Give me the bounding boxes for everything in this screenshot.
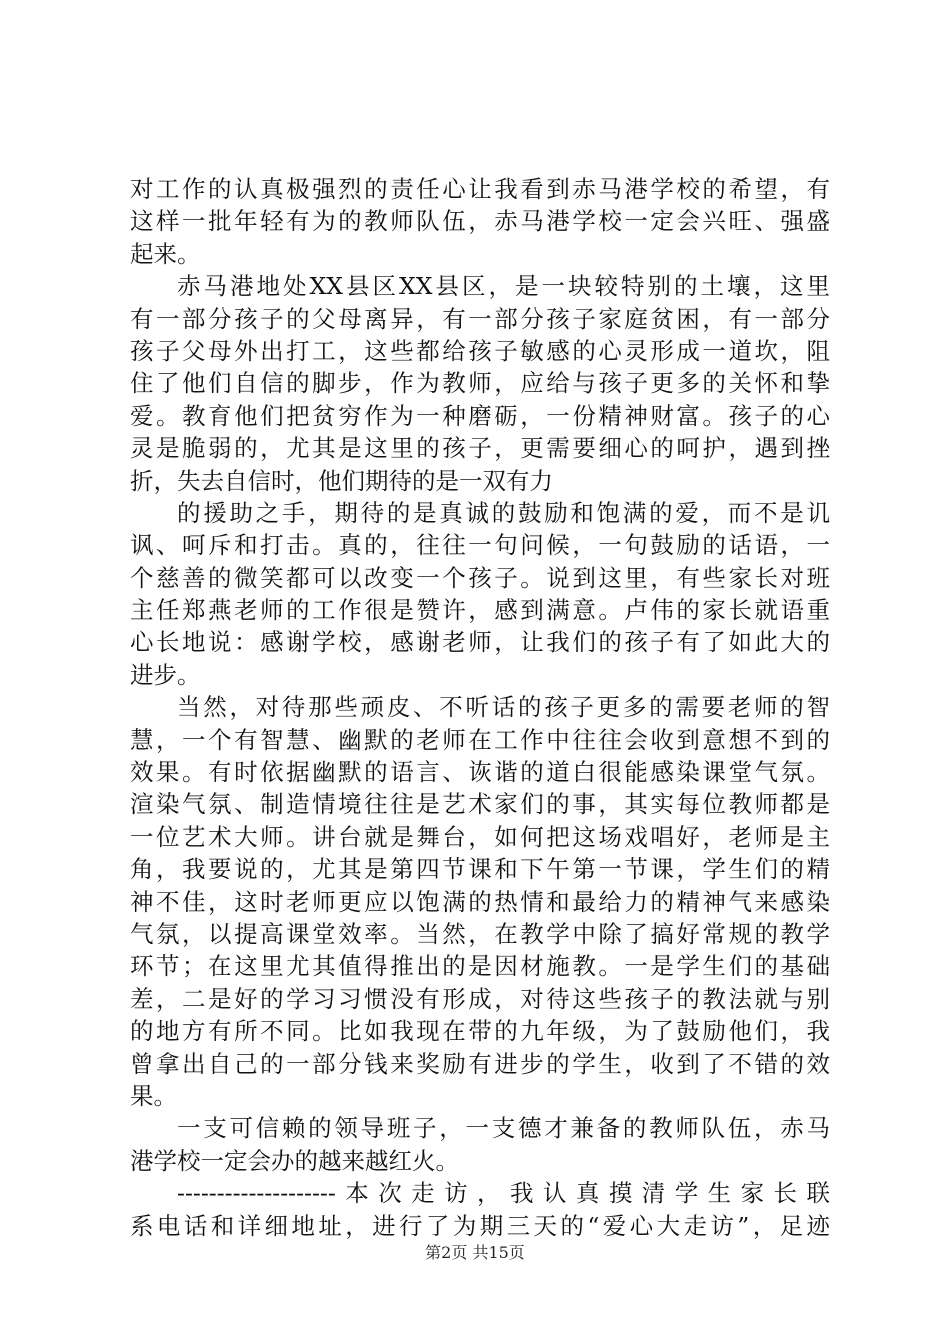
text-line: 一位艺术大师。讲台就是舞台，如何把这场戏唱好，老师是主	[130, 822, 830, 851]
text-line: 环节；在这里尤其值得推出的是因材施教。一是学生们的基础	[130, 952, 830, 981]
text-line: 对工作的认真极强烈的责任心让我看到赤马港学校的希望，有	[130, 175, 830, 203]
text-line: 进步。	[130, 660, 201, 689]
text-line: 讽、呵斥和打击。真的，往往一句问候，一句鼓励的话语，一	[130, 531, 830, 560]
text-line: 港学校一定会办的越来越红火。	[130, 1146, 459, 1175]
text-line: 系电话和详细地址，进行了为期三天的“爱心大走访”，足迹	[130, 1211, 830, 1240]
text-line: 这样一批年轻有为的教师队伍，赤马港学校一定会兴旺、强盛	[130, 207, 830, 236]
text-line: 当然，对待那些顽皮、不听话的孩子更多的需要老师的智	[177, 693, 830, 722]
page-footer: 第2页 共15页	[425, 1243, 525, 1262]
text-line: 角，我要说的，尤其是第四节课和下午第一节课，学生们的精	[130, 855, 830, 884]
text-line: 渲染气氛、制造情境往往是艺术家们的事，其实每位教师都是	[130, 790, 830, 819]
text-line: 个慈善的微笑都可以改变一个孩子。说到这里，有些家长对班	[130, 563, 830, 592]
text-line: 果。	[130, 1081, 177, 1110]
text-line: 一支可信赖的领导班子，一支德才兼备的教师队伍，赤马	[177, 1114, 830, 1143]
document-body	[130, 173, 830, 1242]
text-line: --------------------本次走访，我认真摸清学生家长联	[177, 1179, 830, 1208]
text-line: 主任郑燕老师的工作很是赞许，感到满意。卢伟的家长就语重	[130, 596, 830, 625]
text-line: 孩子父母外出打工，这些都给孩子敏感的心灵形成一道坎，阻	[130, 336, 830, 365]
text-line: 折，失去自信时，他们期待的是一双有力	[130, 466, 553, 495]
text-line: 神不佳，这时老师更应以饱满的热情和最给力的精神气来感染	[130, 887, 830, 916]
text-line: 赤马港地处XX县区XX县区，是一块较特别的土壤，这里	[177, 272, 830, 301]
text-line: 气氛，以提高课堂效率。当然，在教学中除了搞好常规的教学	[130, 919, 830, 948]
text-line: 效果。有时依据幽默的语言、诙谐的道白很能感染课堂气氛。	[130, 758, 830, 787]
text-line: 慧，一个有智慧、幽默的老师在工作中往往会收到意想不到的	[130, 725, 830, 754]
text-line: 住了他们自信的脚步，作为教师，应给与孩子更多的关怀和挚	[130, 369, 830, 398]
text-line: 爱。教育他们把贫穷作为一种磨砺，一份精神财富。孩子的心	[130, 401, 830, 430]
text-line: 起来。	[130, 239, 201, 268]
text-line: 的援助之手，期待的是真诚的鼓励和饱满的爱，而不是讥	[177, 498, 830, 527]
text-line: 曾拿出自己的一部分钱来奖励有进步的学生，收到了不错的效	[130, 1049, 830, 1078]
text-line: 的地方有所不同。比如我现在带的九年级，为了鼓励他们，我	[130, 1017, 830, 1046]
text-line: 差，二是好的学习习惯没有形成，对待这些孩子的教法就与别	[130, 984, 830, 1013]
text-line: 心长地说：感谢学校，感谢老师，让我们的孩子有了如此大的	[130, 628, 830, 657]
text-line: 有一部分孩子的父母离异，有一部分孩子家庭贫困，有一部分	[130, 304, 830, 333]
text-line: 灵是脆弱的，尤其是这里的孩子，更需要细心的呵护，遇到挫	[130, 434, 830, 463]
